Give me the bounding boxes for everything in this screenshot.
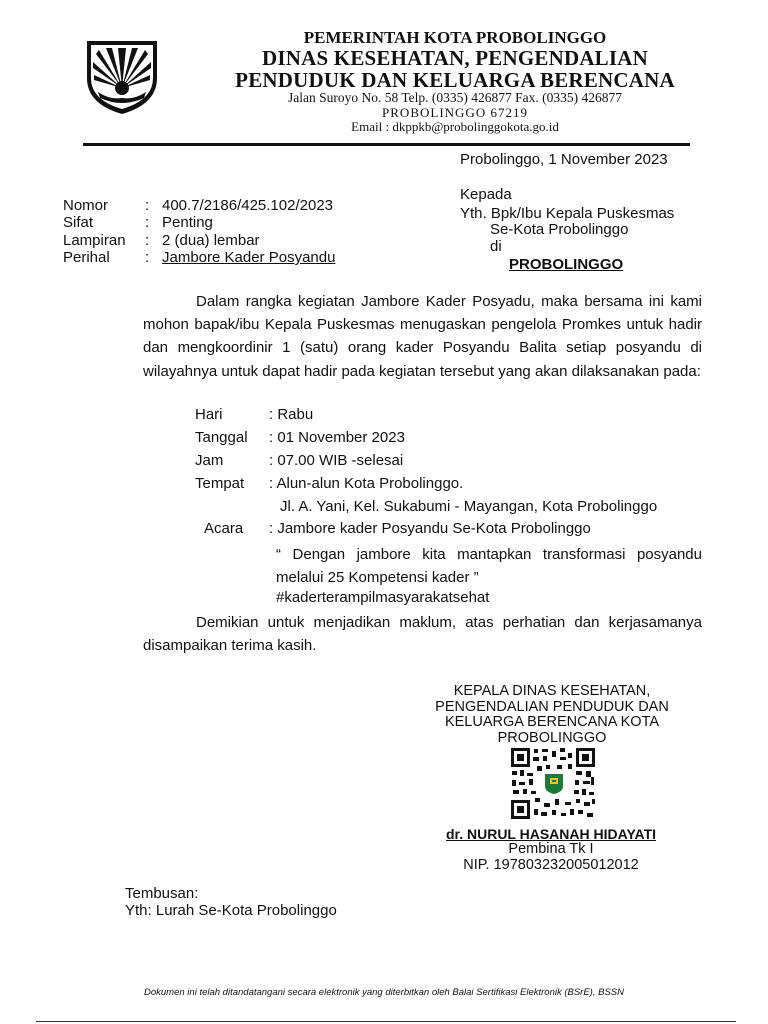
detail-value-tanggal: : 01 November 2023 [269, 429, 405, 446]
signatory-title-line: PENGENDALIAN PENDUDUK DAN [435, 698, 669, 715]
meta-label-perihal: Perihal [63, 249, 110, 266]
signatory-name: dr. NURUL HASANAH HIDAYATI [445, 826, 657, 842]
meta-separator: : [145, 214, 150, 231]
detail-label-tempat: Tempat [195, 475, 245, 492]
event-hashtag: #kaderterampilmasyarakatsehat [276, 589, 490, 606]
meta-value-sifat: Penting [162, 214, 213, 231]
recipient-di: di [490, 238, 502, 255]
detail-label-jam: Jam [195, 452, 224, 469]
closing-paragraph [143, 611, 702, 657]
meta-value-perihal: Jambore Kader Posyandu [162, 249, 336, 266]
recipient-city: PROBOLINGGO [509, 256, 624, 273]
meta-label-lampiran: Lampiran [63, 232, 126, 249]
meta-separator: : [145, 197, 150, 214]
signatory-title-line: PROBOLINGGO [497, 729, 607, 746]
city-emblem-icon [84, 38, 160, 116]
signatory-title-line: KELUARGA BERENCANA KOTA [444, 714, 660, 730]
detail-value-tempat-address: Jl. A. Yani, Kel. Sukabumi - Mayangan, Kota Probolinggo [280, 498, 658, 515]
letterhead-address: Jalan Suroyo No. 58 Telp. (0335) 426877 Fax. (0335) 426877 [287, 90, 623, 105]
meta-value-nomor: 400.7/2186/425.102/2023 [162, 197, 333, 214]
qr-code-icon [510, 747, 596, 820]
signatory-title-line: KEPALA DINAS KESEHATAN, [453, 683, 651, 699]
letter-date: Probolinggo, 1 November 2023 [460, 151, 668, 168]
letterhead-agency-line2: PENDUDUK DAN KELUARGA BERENCANA [235, 68, 675, 92]
detail-value-jam: : 07.00 WIB -selesai [269, 452, 404, 469]
closing-paragraph-text: Demikian untuk menjadikan maklum, atas perhatian dan kerjasamanya disampaikan terima kasih. [143, 614, 702, 654]
event-theme: “ Dengan jambore kita mantapkan transformasi posyandu melalui 25 Kompetensi kader ” [276, 546, 702, 586]
detail-value-acara: : Jambore kader Posyandu Se-Kota Probolinggo [269, 520, 591, 537]
recipient-addressee: Yth. Bpk/Ibu Kepala Puskesmas [460, 205, 675, 222]
letterhead-government: PEMERINTAH KOTA PROBOLINGGO [303, 28, 607, 47]
recipient-kepada: Kepada [460, 186, 512, 203]
cc-recipient: Yth: Lurah Se-Kota Probolinggo [125, 902, 337, 919]
letterhead-agency-line1: DINAS KESEHATAN, PENGENDALIAN [262, 46, 648, 70]
meta-separator: : [145, 232, 150, 249]
body-paragraph [143, 290, 702, 383]
detail-label-acara: Acara [204, 520, 244, 537]
detail-label-tanggal: Tanggal [195, 429, 248, 446]
meta-label-nomor: Nomor [63, 197, 109, 214]
cc-label: Tembusan: [125, 885, 199, 902]
signatory-nip: NIP. 197803232005012012 [463, 857, 639, 873]
e-signature-footer: Dokumen ini telah ditandatangani secara elektronik yang diterbitkan oleh Balai Sertifikasi Elektronik (BSrE), BSSN [144, 987, 624, 998]
signatory-title [422, 684, 682, 746]
meta-separator: : [145, 249, 150, 266]
letterhead-city: PROBOLINGGO 67219 [382, 105, 528, 120]
detail-label-hari: Hari [195, 406, 223, 423]
detail-value-tempat: : Alun-alun Kota Probolinggo. [269, 475, 464, 492]
letterhead-divider [83, 143, 690, 146]
recipient-area: Se-Kota Probolinggo [490, 221, 629, 238]
letterhead-email: Email : dkppkb@probolinggokota.go.id [351, 119, 559, 134]
footer-divider [36, 1021, 736, 1022]
meta-value-lampiran: 2 (dua) lembar [162, 232, 260, 249]
meta-label-sifat: Sifat [63, 214, 94, 231]
signatory-rank: Pembina Tk I [508, 841, 594, 857]
body-paragraph-text: Dalam rangka kegiatan Jambore Kader Posyadu, maka bersama ini kami mohon bapak/ibu Kepala Puskesmas menugaskan pengelola Promkes untuk hadir dan mengkoordinir 1 (satu) orang kader Posyandu Balita setiap posyandu di wilayahnya untuk dapat hadir pada kegiatan tersebut yang akan dilaksanakan pada: [143, 293, 702, 380]
detail-value-hari: : Rabu [269, 406, 314, 423]
